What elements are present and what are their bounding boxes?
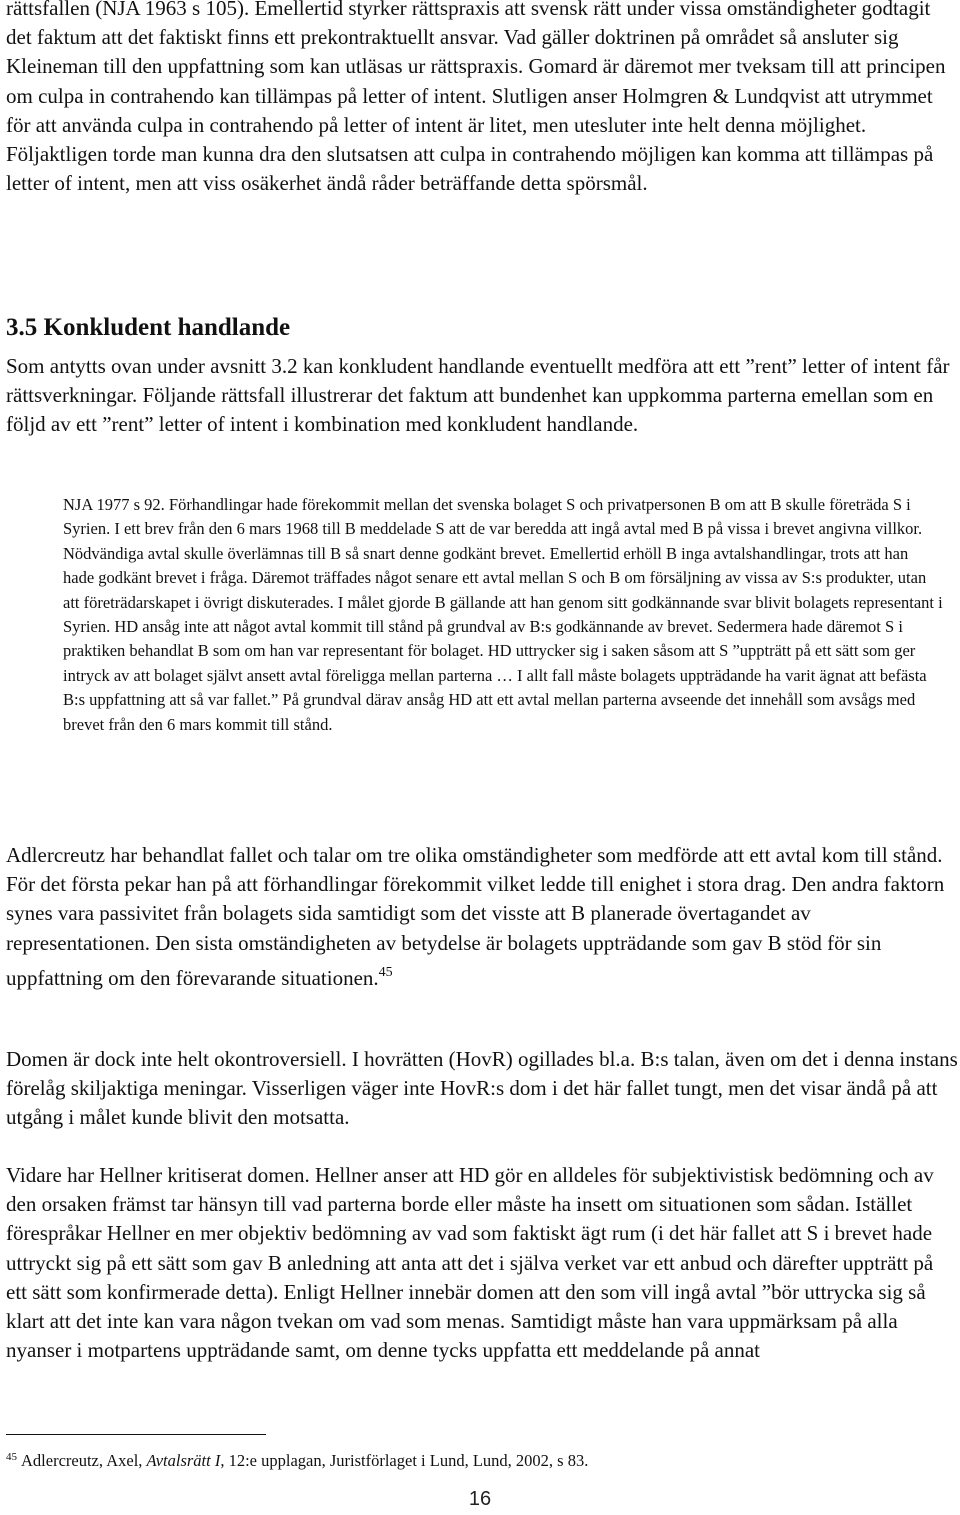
body-paragraph-3 (6, 841, 958, 993)
footnote-divider (6, 1434, 266, 1435)
body-paragraph-4: Domen är dock inte helt okontroversiell. I hovrätten (HovR) ogillades bl.a. B:s talan, även om det i denna instans förelåg skiljaktiga meningar. Visserligen väger inte HovR:s dom i det här fallet tungt, men det visar ändå på att utgång i målet kunde blivit den motsatta. (6, 1047, 958, 1130)
footnote-reference: 45 (378, 964, 393, 980)
footnote-title: Avtalsrätt I (146, 1451, 221, 1470)
body-paragraph-3-text: Adlercreutz har behandlat fallet och talar om tre olika omständigheter som medförde att ett avtal kom till stånd. För det första pekar han på att förhandlingar förekommit vilket ledde till enighet i stora drag. Den andra faktorn synes vara passivitet från bolagets sida samtidigt som det visste att B planerade övertagandet av representationen. Den sista omständigheten av betydelse är bolagets uppträdande som gav B stöd för sin uppfattning om den förevarande situationen. (6, 843, 945, 990)
page-number: 16 (468, 1488, 492, 1510)
body-paragraph-2: Som antytts ovan under avsnitt 3.2 kan konkludent handlande eventuellt medföra att ett ”rent” letter of intent får rättsverkningar. Följande rättsfall illustrerar det faktum att bundenhet kan uppkomma parterna emellan som en följd av ett ”rent” letter of intent i kombination med konkludent handlande. (6, 354, 950, 437)
footnote-number: 45 (6, 1451, 17, 1463)
footnote-text-before: Adlercreutz, Axel, (21, 1451, 147, 1470)
body-paragraph-1: rättsfallen (NJA 1963 s 105). Emellertid styrker rättspraxis att svensk rätt under vissa omständigheter godtagit det faktum att det faktiskt finns ett prekontraktuellt ansvar. Vad gäller doktrinen på området så ansluter sig Kleineman till den uppfattning som kan utläsas ur rättspraxis. Gomard är däremot mer tveksam till att principen om culpa in contrahendo kan tillämpas på letter of intent. Slutligen anser Holmgren & Lundqvist att utrymmet för att använda culpa in contrahendo på letter of intent är litet, men utesluter inte helt denna möjlighet. Följaktligen torde man kunna dra den slutsatsen att culpa in contrahendo möjligen kan komma att tillämpas på letter of intent, men att viss osäkerhet ändå råder beträffande detta spörsmål. (6, 0, 946, 196)
footnote (6, 1445, 588, 1473)
case-quote-block: NJA 1977 s 92. Förhandlingar hade förekommit mellan det svenska bolaget S och privatpersonen B om att B skulle företräda S i Syrien. I ett brev från den 6 mars 1968 till B meddelade S att de var beredda att ingå avtal med B på vissa i brevet angivna villkor. Nödvändiga avtal skulle överlämnas till B så snart denne godkänt brevet. Emellertid erhöll B inga avtalshandlingar, trots att han hade godkänt brevet i fråga. Däremot träffades något senare ett avtal mellan S och B om försäljning av vissa av S:s produkter, utan att företrädarskapet i övrigt diskuterades. I målet gjorde B gällande att han genom sitt godkännande svar blivit bolagets representant i Syrien. HD ansåg inte att något avtal kommit till stånd på grundval av B:s godkännande av brevet. Sedermera hade däremot S i praktiken behandlat B som om han var representant för bolaget. HD uttrycker sig i saken såsom att S ”uppträtt på ett sätt som ger intryck av att bolaget självt ansett avtal föreligga mellan parterna … I allt fall måste bolagets uppträdande ha varit ägnat att befästa B:s uppfattning att så var fallet.” På grundval därav ansåg HD att ett avtal mellan parterna avseende det innehåll som avsågs med brevet från den 6 mars kommit till stånd. (63, 495, 943, 734)
footnote-text-after: , 12:e upplagan, Juristförlaget i Lund, Lund, 2002, s 83. (220, 1451, 589, 1470)
body-paragraph-5: Vidare har Hellner kritiserat domen. Hellner anser att HD gör en alldeles för subjektivistisk bedömning och av den orsaken främst tar hänsyn till vad parterna borde eller måste ha insett om situationen som sådan. Istället förespråkar Hellner en mer objektiv bedömning av vad som faktiskt ägt rum (i det här fallet att S i brevet hade uttryckt sig på ett sätt som gav B anledning att anta att det i själva verket var ett anbud och därefter uppträtt på ett sätt som konfirmerade detta). Enligt Hellner innebär domen att den som vill ingå avtal ”bör uttrycka sig så klart att det inte kan vara någon tvekan om vad som menas. Samtidigt måste han vara uppmärksam på alla nyanser i motpartens uppträdande samt, om denne tycks uppfatta ett meddelande på annat (6, 1163, 934, 1363)
section-heading: 3.5 Konkludent handlande (6, 314, 291, 341)
